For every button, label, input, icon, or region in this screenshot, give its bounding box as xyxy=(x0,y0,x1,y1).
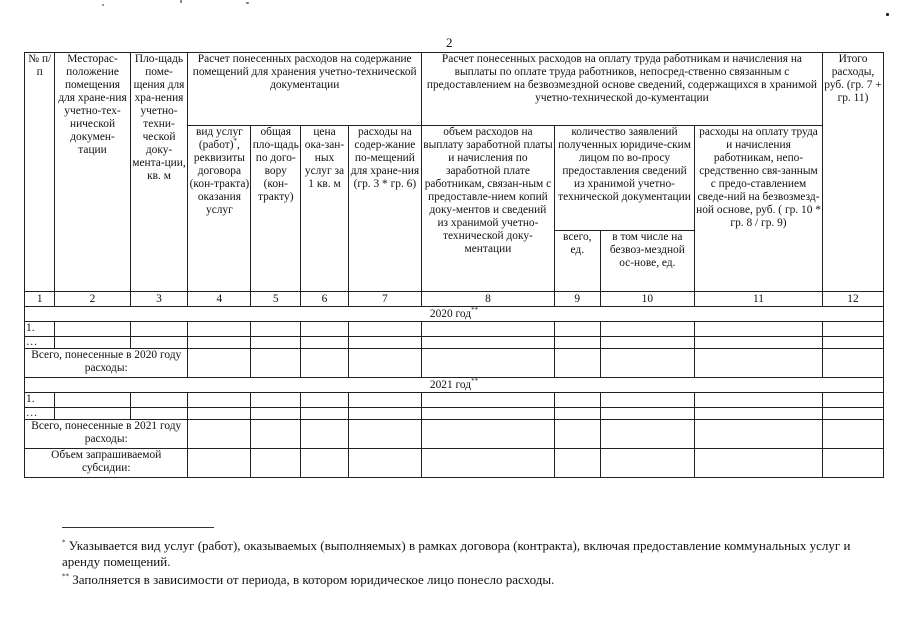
empty-cell[interactable] xyxy=(251,408,301,420)
row-number: 1. xyxy=(25,393,55,408)
empty-cell[interactable] xyxy=(421,420,554,449)
empty-cell[interactable] xyxy=(822,337,883,349)
empty-cell[interactable] xyxy=(421,322,554,337)
header-labor-cost: расходы на оплату труда и начисления работникам, непо-средственно свя-занным с предо-ставлением сведе-ний на безвозмезд-ной основе, руб. ( гр. 10 * гр. 8 / гр. 9) xyxy=(695,126,823,292)
empty-cell[interactable] xyxy=(348,393,421,408)
empty-cell[interactable] xyxy=(251,393,301,408)
subsidy-label: Объем запрашиваемой субсидии: xyxy=(25,449,188,478)
empty-cell[interactable] xyxy=(695,337,823,349)
empty-cell[interactable] xyxy=(600,408,694,420)
scan-mark xyxy=(886,13,889,16)
column-number: 1 xyxy=(25,292,55,307)
empty-cell[interactable] xyxy=(251,420,301,449)
empty-cell[interactable] xyxy=(600,393,694,408)
expense-table xyxy=(24,52,884,478)
column-number: 12 xyxy=(822,292,883,307)
year-label: 2021 год xyxy=(429,379,472,391)
empty-cell[interactable] xyxy=(348,420,421,449)
column-number: 3 xyxy=(130,292,188,307)
column-number: 4 xyxy=(188,292,251,307)
total-label: Всего, понесенные в 2021 году расходы: xyxy=(25,420,188,449)
empty-cell[interactable] xyxy=(55,408,130,420)
empty-cell[interactable] xyxy=(421,449,554,478)
empty-cell[interactable] xyxy=(600,322,694,337)
header-price-per-sqm: цена ока-зан-ных услуг за 1 кв. м xyxy=(301,126,349,292)
header-total: Итого расходы, руб. (гр. 7 + гр. 11) xyxy=(822,53,883,292)
empty-cell[interactable] xyxy=(554,349,600,378)
empty-cell[interactable] xyxy=(695,408,823,420)
empty-cell[interactable] xyxy=(822,420,883,449)
service-type-rest: , реквизиты договора (кон-тракта) оказания услуг xyxy=(189,139,250,216)
empty-cell[interactable] xyxy=(600,420,694,449)
year-label: 2020 год xyxy=(429,308,472,320)
empty-cell[interactable] xyxy=(251,322,301,337)
empty-cell[interactable] xyxy=(421,393,554,408)
empty-cell[interactable] xyxy=(600,349,694,378)
empty-cell[interactable] xyxy=(348,449,421,478)
empty-cell[interactable] xyxy=(55,393,130,408)
header-premises-expenses: Расчет понесенных расходов на содержание помещений для хранения учетно-технической документации xyxy=(188,53,422,126)
empty-cell[interactable] xyxy=(188,408,251,420)
page-number: 2 xyxy=(446,35,453,50)
column-number: 11 xyxy=(695,292,823,307)
column-number: 8 xyxy=(421,292,554,307)
column-number: 10 xyxy=(600,292,694,307)
column-number: 6 xyxy=(301,292,349,307)
scan-mark xyxy=(102,4,104,6)
subsidy-row xyxy=(25,449,884,478)
header-salary-volume: объем расходов на выплату заработной платы и начисления по заработной плате работникам, связан-ным с предоставле-нием копий доку-ментов и сведений из хранимой учетно-технической доку-ментации xyxy=(421,126,554,292)
empty-cell[interactable] xyxy=(348,322,421,337)
footnote-1 xyxy=(62,538,862,570)
empty-cell[interactable] xyxy=(188,349,251,378)
empty-cell[interactable] xyxy=(554,408,600,420)
empty-cell[interactable] xyxy=(348,349,421,378)
header-premises-cost: расходы на содер-жание по-мещений для хране-ния (гр. 3 * гр. 6) xyxy=(348,126,421,292)
footnote-2-text: Заполняется в зависимости от периода, в котором юридическое лицо понесло расходы. xyxy=(72,572,555,587)
footnote-ref: ** xyxy=(471,377,479,386)
header-location: Месторас-положение помещения для хране-ния учетно-тех-нической докумен-тации xyxy=(55,53,130,292)
empty-cell[interactable] xyxy=(251,349,301,378)
table-row xyxy=(25,322,884,337)
footnote-1-text: Указывается вид услуг (работ), оказываемых (выполняемых) в рамках договора (контракта), включая предоставление коммунальных услуг и аренду помещений. xyxy=(62,538,851,569)
empty-cell[interactable] xyxy=(421,349,554,378)
table-row xyxy=(25,393,884,408)
footnote-mark: ** xyxy=(62,572,69,581)
empty-cell[interactable] xyxy=(695,349,823,378)
empty-cell[interactable] xyxy=(348,337,421,349)
empty-cell[interactable] xyxy=(822,408,883,420)
empty-cell[interactable] xyxy=(421,408,554,420)
empty-cell[interactable] xyxy=(600,449,694,478)
empty-cell[interactable] xyxy=(301,322,349,337)
header-number: № п/п xyxy=(25,53,55,292)
empty-cell[interactable] xyxy=(554,337,600,349)
scan-mark xyxy=(246,2,249,4)
column-number: 5 xyxy=(251,292,301,307)
empty-cell[interactable] xyxy=(251,449,301,478)
row-ellipsis: … xyxy=(25,337,55,349)
empty-cell[interactable] xyxy=(188,337,251,349)
header-applications-total: всего, ед. xyxy=(554,231,600,292)
row-ellipsis: … xyxy=(25,408,55,420)
empty-cell[interactable] xyxy=(301,408,349,420)
row-number: 1. xyxy=(25,322,55,337)
total-row xyxy=(25,349,884,378)
year-row xyxy=(25,378,884,393)
empty-cell[interactable] xyxy=(130,322,188,337)
table-row xyxy=(25,408,884,420)
empty-cell[interactable] xyxy=(130,408,188,420)
empty-cell[interactable] xyxy=(188,449,251,478)
header-area: Пло-щадь поме-щения для хра-нения учетно-техни-ческой доку-мента-ции, кв. м xyxy=(130,53,188,292)
empty-cell[interactable] xyxy=(695,322,823,337)
empty-cell[interactable] xyxy=(301,349,349,378)
column-number: 7 xyxy=(348,292,421,307)
footnote-ref: ** xyxy=(471,306,479,315)
total-row xyxy=(25,420,884,449)
year-label-cell xyxy=(25,378,884,393)
column-numbers-row xyxy=(25,292,884,307)
empty-cell[interactable] xyxy=(822,449,883,478)
footnote-2 xyxy=(62,572,862,588)
empty-cell[interactable] xyxy=(695,420,823,449)
empty-cell[interactable] xyxy=(421,337,554,349)
empty-cell[interactable] xyxy=(554,449,600,478)
header-contract-area: общая пло-щадь по дого-вору (кон-тракту) xyxy=(251,126,301,292)
footnote-mark: * xyxy=(62,538,66,547)
empty-cell[interactable] xyxy=(822,349,883,378)
empty-cell[interactable] xyxy=(554,393,600,408)
empty-cell[interactable] xyxy=(822,322,883,337)
empty-cell[interactable] xyxy=(301,393,349,408)
year-row xyxy=(25,307,884,322)
empty-cell[interactable] xyxy=(695,449,823,478)
empty-cell[interactable] xyxy=(554,420,600,449)
service-type-label: вид услуг (работ) xyxy=(195,126,243,151)
empty-cell[interactable] xyxy=(600,337,694,349)
empty-cell[interactable] xyxy=(55,337,130,349)
empty-cell[interactable] xyxy=(554,322,600,337)
empty-cell[interactable] xyxy=(301,449,349,478)
column-number: 2 xyxy=(55,292,130,307)
empty-cell[interactable] xyxy=(822,393,883,408)
header-labor-expenses: Расчет понесенных расходов на оплату труда работникам и начисления на выплаты по оплате труда работников, непосред-ственно связанным с предоставлением на безвозмездной основе сведений, содержащихся в хранимой учетно-технической до-кументации xyxy=(421,53,822,126)
footnote-divider xyxy=(62,527,214,528)
empty-cell[interactable] xyxy=(301,337,349,349)
empty-cell[interactable] xyxy=(130,337,188,349)
column-number: 9 xyxy=(554,292,600,307)
scan-mark xyxy=(180,0,182,3)
table-row xyxy=(25,337,884,349)
header-applications-free: в том числе на безвоз-мездной ос-нове, ед. xyxy=(600,231,694,292)
footnote-ref: * xyxy=(233,137,238,146)
header-service-type xyxy=(188,126,251,292)
empty-cell[interactable] xyxy=(188,322,251,337)
empty-cell[interactable] xyxy=(130,393,188,408)
header-applications-count: количество заявлений полученных юридиче-ским лицом по во-просу предоставления сведений из хранимой учетно-технической документации xyxy=(554,126,694,231)
empty-cell[interactable] xyxy=(188,393,251,408)
empty-cell[interactable] xyxy=(251,337,301,349)
year-label-cell xyxy=(25,307,884,322)
empty-cell[interactable] xyxy=(695,393,823,408)
empty-cell[interactable] xyxy=(348,408,421,420)
empty-cell[interactable] xyxy=(301,420,349,449)
empty-cell[interactable] xyxy=(188,420,251,449)
total-label: Всего, понесенные в 2020 году расходы: xyxy=(25,349,188,378)
empty-cell[interactable] xyxy=(55,322,130,337)
